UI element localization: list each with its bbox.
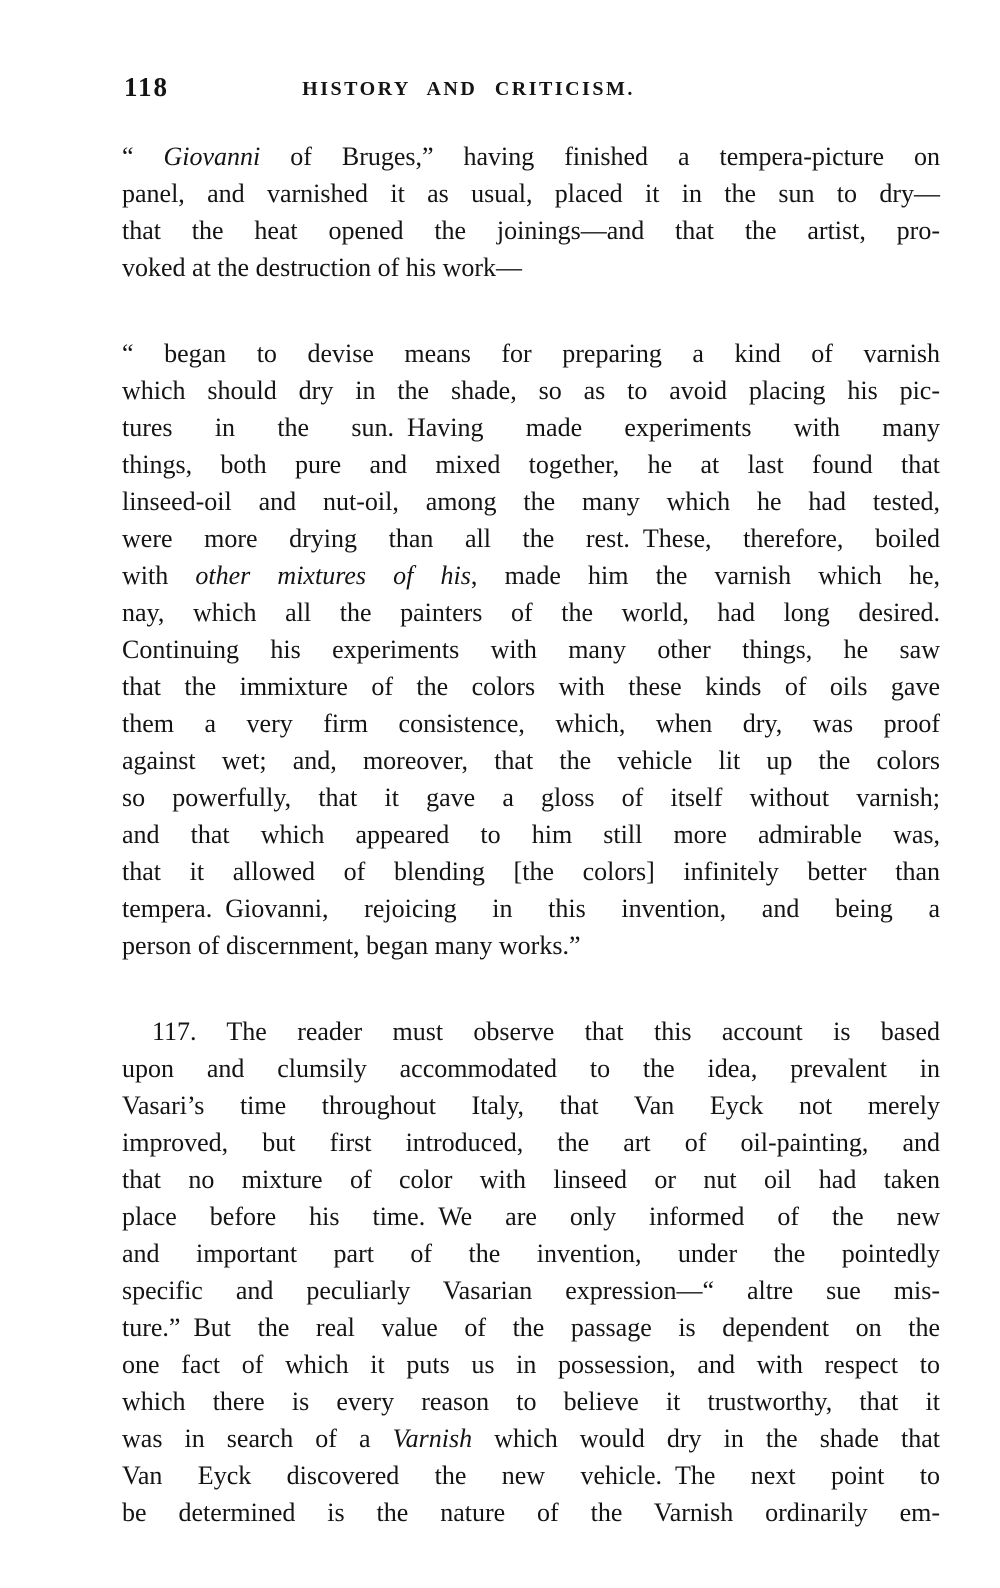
text-segment: panel, and varnished it as usual, placed it in the sun to dry— — [122, 179, 940, 208]
text-segment: ture.” But the real value of the passage is dependent on the — [122, 1313, 940, 1342]
text-line — [122, 890, 940, 927]
text-line — [122, 779, 940, 816]
text-line — [122, 594, 940, 631]
text-line — [122, 853, 940, 890]
text-line — [122, 668, 940, 705]
text-line — [122, 1346, 940, 1383]
text-line — [122, 1309, 940, 1346]
text-segment: person of discernment, began many works.” — [122, 931, 581, 960]
text-segment: linseed-oil and nut-oil, among the many which he had tested, — [122, 487, 940, 516]
text-segment: and important part of the invention, under the pointedly — [122, 1239, 940, 1268]
text-line — [122, 446, 940, 483]
text-line — [122, 212, 940, 249]
paragraph — [122, 138, 940, 286]
text-line — [122, 1457, 940, 1494]
text-segment: place before his time. We are only informed of the new — [122, 1202, 940, 1231]
text-segment: things, both pure and mixed together, he at last found that — [122, 450, 940, 479]
text-segment: that no mixture of color with linseed or nut oil had taken — [122, 1165, 940, 1194]
text-segment: that it allowed of blending [the colors] infinitely better than — [122, 857, 940, 886]
paragraph — [122, 1013, 940, 1531]
text-body — [122, 138, 940, 1531]
italic-text: Giovanni — [163, 142, 261, 171]
page-number: 118 — [124, 72, 170, 102]
text-segment: be determined is the nature of the Varnish ordinarily em- — [122, 1498, 940, 1527]
text-segment: Continuing his experiments with many other things, he saw — [122, 635, 940, 664]
text-line — [122, 1124, 940, 1161]
text-segment: Vasari’s time throughout Italy, that Van Eyck not merely — [122, 1091, 940, 1120]
text-line — [122, 1050, 940, 1087]
text-segment: upon and clumsily accommodated to the idea, prevalent in — [122, 1054, 940, 1083]
text-segment: voked at the destruction of his work— — [122, 253, 523, 282]
text-line — [122, 1235, 940, 1272]
text-line — [122, 1013, 940, 1050]
text-segment: Van Eyck discovered the new vehicle. The next point to — [122, 1461, 940, 1490]
text-segment: of Bruges,” having finished a tempera-picture on — [260, 142, 941, 171]
text-segment: which there is every reason to believe it trustworthy, that it — [122, 1387, 940, 1416]
text-segment: one fact of which it puts us in possession, and with respect to — [122, 1350, 940, 1379]
text-line — [122, 1161, 940, 1198]
text-line — [122, 1198, 940, 1235]
text-line — [122, 138, 940, 175]
text-line — [122, 409, 940, 446]
text-line — [122, 927, 940, 964]
text-segment: that the heat opened the joinings—and that the artist, pro- — [122, 216, 940, 245]
running-head — [122, 72, 940, 106]
text-segment: specific and peculiarly Vasarian expression—“ altre sue mis- — [122, 1276, 940, 1305]
text-segment: tures in the sun. Having made experiments with many — [122, 413, 940, 442]
text-segment: with — [122, 561, 196, 590]
text-segment: which should dry in the shade, so as to avoid placing his pic- — [122, 376, 940, 405]
text-line — [122, 483, 940, 520]
running-head-title: HISTORY AND CRITICISM. — [302, 78, 635, 100]
text-line — [122, 557, 940, 594]
text-line — [122, 1272, 940, 1309]
text-line — [122, 742, 940, 779]
text-line — [122, 1494, 940, 1531]
text-segment: were more drying than all the rest. These, therefore, boiled — [122, 524, 940, 553]
text-segment: nay, which all the painters of the world, had long desired. — [122, 598, 940, 627]
paragraph — [122, 335, 940, 964]
text-segment: , made him the varnish which he, — [470, 561, 940, 590]
text-segment: which would dry in the shade that — [472, 1424, 940, 1453]
text-segment: “ began to devise means for preparing a kind of varnish — [122, 339, 940, 368]
text-line — [122, 335, 940, 372]
text-segment: was in search of a — [122, 1424, 393, 1453]
italic-text: other mixtures of his — [195, 561, 471, 590]
text-segment: that the immixture of the colors with these kinds of oils gave — [122, 672, 940, 701]
text-line — [122, 372, 940, 409]
text-segment: improved, but first introduced, the art of oil-painting, and — [122, 1128, 940, 1157]
text-line — [122, 816, 940, 853]
text-line — [122, 175, 940, 212]
text-line — [122, 631, 940, 668]
text-segment: them a very firm consistence, which, when dry, was proof — [122, 709, 940, 738]
text-segment: and that which appeared to him still more admirable was, — [122, 820, 940, 849]
italic-text: Varnish — [392, 1424, 473, 1453]
text-line — [122, 705, 940, 742]
text-segment: “ — [122, 142, 164, 171]
text-line — [122, 1383, 940, 1420]
text-line — [122, 1087, 940, 1124]
text-segment: against wet; and, moreover, that the vehicle lit up the colors — [122, 746, 940, 775]
text-segment: so powerfully, that it gave a gloss of itself without varnish; — [122, 783, 940, 812]
text-line — [122, 249, 940, 286]
text-line — [122, 520, 940, 557]
text-line — [122, 1420, 940, 1457]
text-segment: 117. The reader must observe that this account is based — [152, 1017, 940, 1046]
text-segment: tempera. Giovanni, rejoicing in this invention, and being a — [122, 894, 940, 923]
